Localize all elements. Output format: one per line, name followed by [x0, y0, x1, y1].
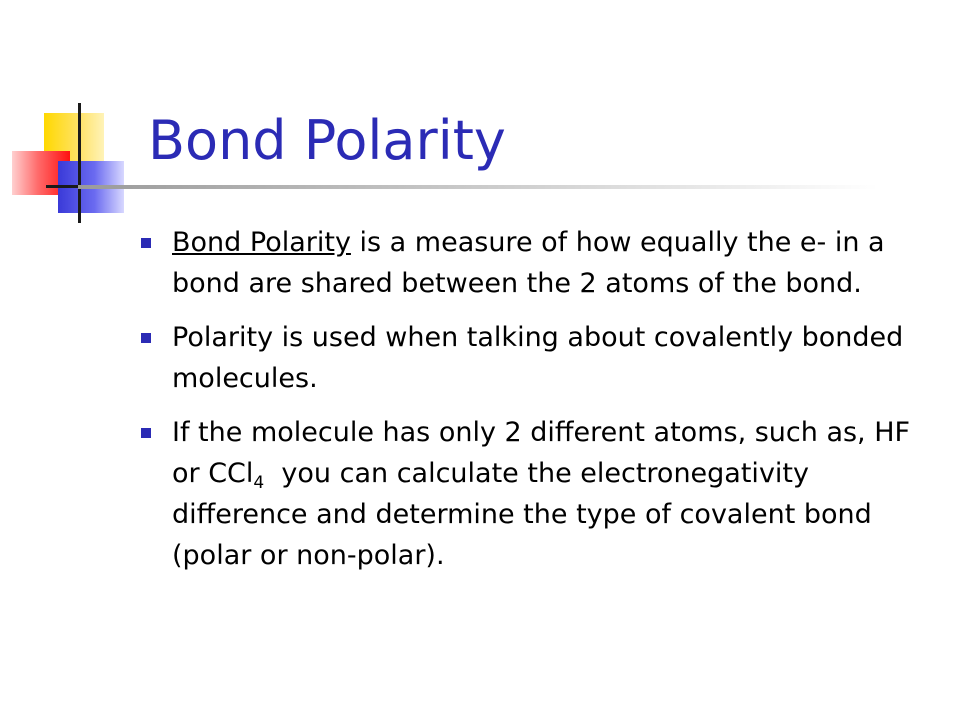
- bullet-item: [125, 222, 925, 304]
- bullet-text-before: If the molecule has only 2 different atoms, such as, HF or CCl: [172, 417, 911, 489]
- slide-title: Bond Polarity: [148, 109, 506, 172]
- bullet-subscript: 4: [253, 473, 265, 493]
- bullet-item: [125, 317, 925, 399]
- title-underline-rule: [78, 185, 878, 189]
- bullet-text-after: you can calculate the electronegativity difference and determine the type of covalent bond (polar or non-polar).: [172, 458, 881, 571]
- decorative-squares-logo: [0, 95, 140, 225]
- bullet-list: [125, 222, 925, 589]
- square-bullet-icon: [141, 333, 151, 343]
- square-bullet-icon: [141, 428, 151, 438]
- bullet-item: [125, 412, 925, 576]
- bullet-text: Polarity is used when talking about covalently bonded molecules.: [172, 322, 904, 394]
- square-bullet-icon: [141, 238, 151, 248]
- bullet-text: is a measure of how equally the e- in a bond are shared between the 2 atoms of the bond.: [172, 227, 885, 299]
- bullet-term: Bond Polarity: [172, 227, 351, 258]
- logo-vertical-line: [78, 103, 81, 223]
